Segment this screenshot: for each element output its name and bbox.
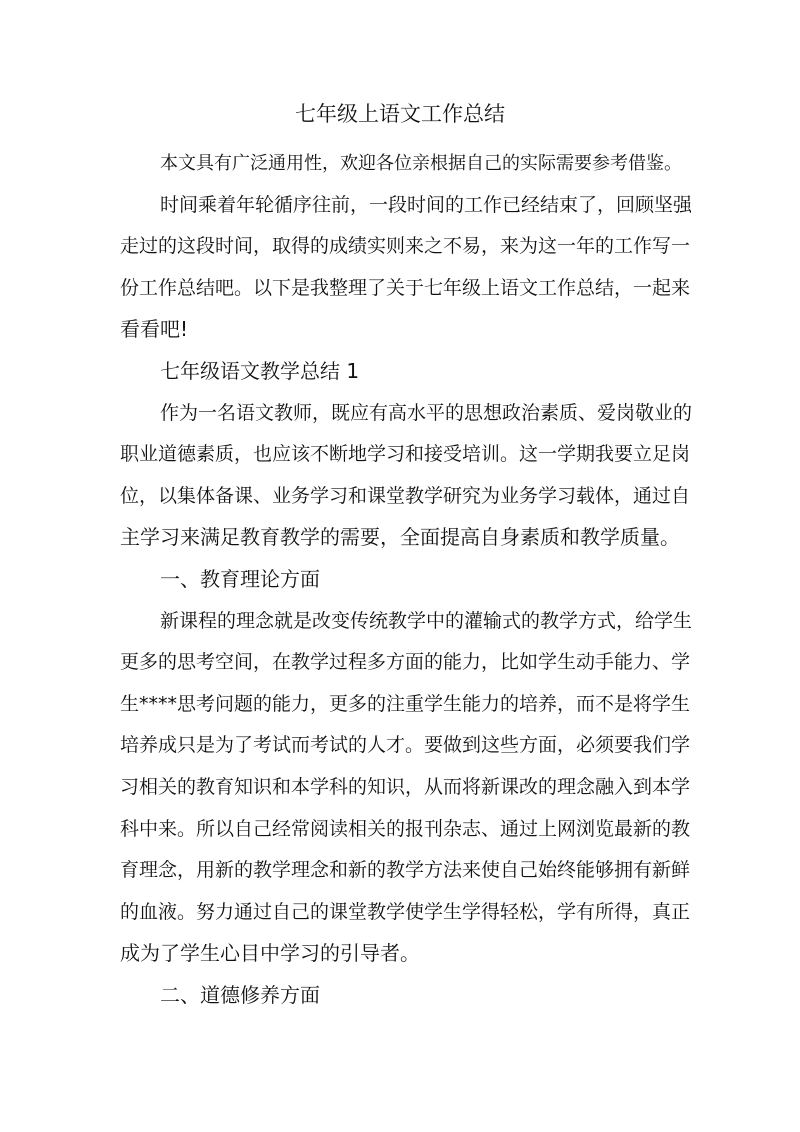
document-title: 七年级上语文工作总结 bbox=[295, 102, 505, 126]
text-line: 新课程的理念就是改变传统教学中的灌输式的教学方式，给学生 bbox=[160, 609, 693, 632]
document-body bbox=[120, 143, 692, 1016]
text-line: 七年级语文教学总结 1 bbox=[160, 358, 360, 383]
text-line: 职业道德素质，也应该不断地学习和接受培训。这一学期我要立足岗 bbox=[120, 443, 691, 466]
text-line: 二、道德修养方面 bbox=[160, 982, 320, 1007]
text-line: 成为了学生心目中学习的引导者。 bbox=[120, 941, 420, 966]
text-line: 位，以集体备课、业务学习和课堂教学研究为业务学习载体，通过自 bbox=[120, 484, 691, 507]
text-line: 本文具有广泛通用性，欢迎各位亲根据自己的实际需要参考借鉴。 bbox=[160, 153, 682, 174]
text-line: 看看吧! bbox=[120, 317, 189, 342]
text-line: 科中来。所以自己经常阅读相关的报刊杂志、通过上网浏览最新的教 bbox=[120, 817, 691, 840]
text-line: 走过的这段时间，取得的成绩实则来之不易，来为这一年的工作写一 bbox=[120, 235, 691, 258]
text-line: 培养成只是为了考试而考试的人才。要做到这些方面，必须要我们学 bbox=[120, 734, 691, 757]
text-line: 育理念，用新的教学理念和新的教学方法来使自己始终能够拥有新鲜 bbox=[120, 859, 691, 882]
text-line: 作为一名语文教师，既应有高水平的思想政治素质、爱岗敬业的 bbox=[160, 401, 693, 424]
text-line: 一、教育理论方面 bbox=[160, 566, 320, 591]
text-line: 习相关的教育知识和本学科的知识，从而将新课改的理念融入到本学 bbox=[120, 775, 691, 798]
text-line: 主学习来满足教育教学的需要，全面提高自身素质和教学质量。 bbox=[120, 525, 680, 550]
text-line: 份工作总结吧。以下是我整理了关于七年级上语文工作总结，一起来 bbox=[120, 276, 691, 299]
text-line: 的血液。努力通过自己的课堂教学使学生学得轻松，学有所得，真正 bbox=[120, 900, 691, 923]
text-line: 更多的思考空间，在教学过程多方面的能力，比如学生动手能力、学 bbox=[120, 651, 691, 674]
text-line: 时间乘着年轮循序往前，一段时间的工作已经结束了，回顾坚强 bbox=[160, 193, 693, 216]
text-line: 生****思考问题的能力，更多的注重学生能力的培养，而不是将学生 bbox=[120, 692, 691, 715]
